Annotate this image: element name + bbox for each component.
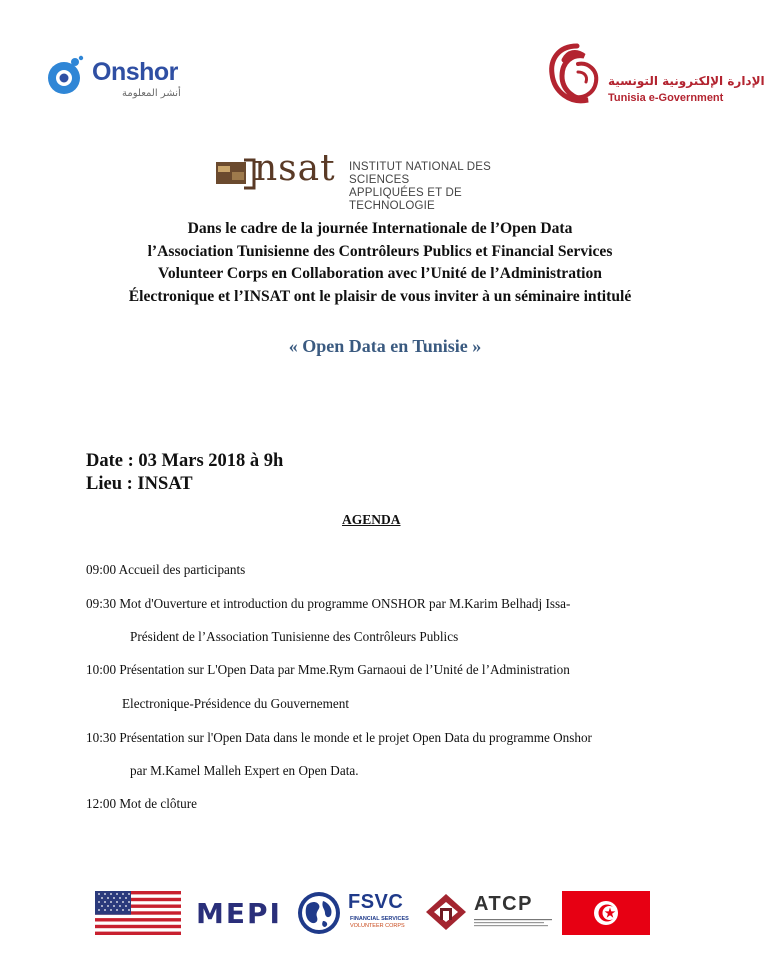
us-flag-icon xyxy=(95,891,181,935)
intro-line-4: Électronique et l’INSAT ont le plaisir de vous inviter à un séminaire intitulé xyxy=(128,287,632,305)
insat-logo-description xyxy=(349,161,534,213)
agenda-heading: AGENDA xyxy=(342,512,401,527)
invitation-intro xyxy=(70,218,690,308)
fsvc-logo-tagline: VOLUNTEER CORPS xyxy=(350,923,405,929)
insat-desc-line1: INSTITUT NATIONAL DES SCIENCES xyxy=(349,161,492,186)
atcp-logo-text: ATCP xyxy=(474,893,533,915)
agenda-item: 10:00 Présentation sur L'Open Data par Mme.Rym Garnaoui de l’Unité de l’Administration xyxy=(86,662,570,677)
tunisia-egov-logo xyxy=(548,42,765,112)
event-date: Date : 03 Mars 2018 à 9h xyxy=(86,451,284,471)
insat-desc-line2: APPLIQUÉES ET DE TECHNOLOGIE xyxy=(349,187,462,212)
atcp-logo-icon xyxy=(424,892,468,932)
fsvc-logo xyxy=(348,891,418,937)
egov-logo-icon xyxy=(548,42,606,110)
agenda-item: 12:00 Mot de clôture xyxy=(86,796,197,811)
agenda-item-continuation: Electronique-Présidence du Gouvernement xyxy=(122,696,350,711)
tunisia-flag-icon xyxy=(562,891,650,935)
agenda-item-continuation: Président de l’Association Tunisienne des Contrôleurs Publics xyxy=(130,629,459,644)
intro-line-3: Volunteer Corps en Collaboration avec l’Unité de l’Administration xyxy=(158,265,602,282)
atcp-logo-fine-print xyxy=(474,917,552,929)
insat-logo-icon xyxy=(214,156,258,190)
agenda-item: 10:30 Présentation sur l'Open Data dans le monde et le projet Open Data du programme Onshor xyxy=(86,730,592,745)
insat-logo xyxy=(214,148,534,212)
onshor-logo-icon xyxy=(44,54,88,98)
intro-line-1: Dans le cadre de la journée Internationale de l’Open Data xyxy=(187,220,573,237)
intro-line-2: l’Association Tunisienne des Contrôleurs Publics et Financial Services xyxy=(147,242,613,260)
mepi-logo: MEPI xyxy=(196,897,282,930)
event-place: Lieu : INSAT xyxy=(86,474,193,494)
onshor-logo-arabic: أنشر المعلومة xyxy=(122,88,181,99)
insat-logo-wordmark: nsat xyxy=(254,148,336,189)
fsvc-logo-text: FSVC xyxy=(348,891,404,913)
egov-logo-english: Tunisia e-Government xyxy=(608,92,724,104)
egov-logo-arabic: الإدارة الإلكترونية التونسية xyxy=(608,74,765,88)
seminar-title: « Open Data en Tunisie » xyxy=(288,336,482,356)
fsvc-globe-icon xyxy=(297,891,341,935)
agenda-item: 09:30 Mot d'Ouverture et introduction du programme ONSHOR par M.Karim Belhadj Issa- xyxy=(86,596,571,611)
onshor-logo-text: Onshor xyxy=(92,58,178,86)
fsvc-logo-subtitle: FINANCIAL SERVICES xyxy=(350,916,409,922)
atcp-logo xyxy=(474,893,554,935)
agenda-item-continuation: par M.Kamel Malleh Expert en Open Data. xyxy=(130,763,359,778)
agenda-item: 09:00 Accueil des participants xyxy=(86,562,246,577)
onshor-logo xyxy=(44,52,204,104)
